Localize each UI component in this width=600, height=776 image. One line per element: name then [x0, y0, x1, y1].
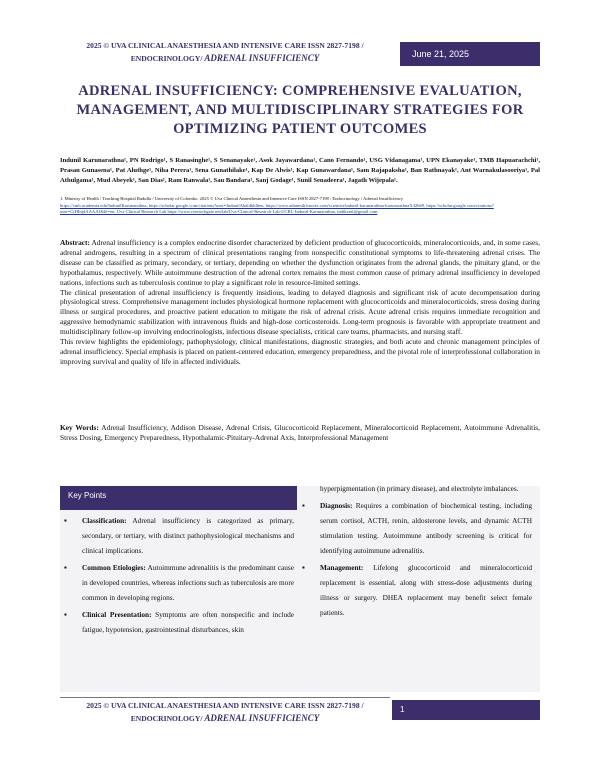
page-number: 1: [392, 700, 540, 720]
abstract-paragraph-1: Abstract: Adrenal insufficiency is a complex endocrine disorder characterized by deficient production of glucocorticoids, mineralocorticoids, and, in some cases, adrenal androgens, resulting in a spectrum of clinical presentations ranging from nonspecific constitutional symptoms to life-threatening adrenal crises. The disease can be classified as primary, secondary, or tertiary, depending on whether the dysfunction originates from the adrenal glands, the pituitary gland, or the hypothalamus, respectively. While autoimmune destruction of the adrenal cortex remains the most common cause of primary adrenal insufficiency in developed nations, infections such as tuberculosis continue to play a significant role in resource-limited settings.: [60, 238, 540, 287]
key-points-heading: Key Points: [60, 486, 297, 510]
affiliation-line: 1. Ministry of Health / Teaching Hospital Badulla / University of Colombo. 2025 © Uva Clinical Anaesthesia and Intensive Care ISSN 2827-7198 / Endocrinology / Adrenal Insufficiency: [60, 196, 404, 201]
publication-date: June 21, 2025: [400, 42, 540, 66]
key-point-item: ▪ Diagnosis: Requires a combination of biochemical testing, including serum cortisol, ACTH, renin, aldosterone levels, and dynamic ACTH stimulation testing. Autoimmune antibody screening is critical for identifying autoimmune adrenalitis.: [310, 498, 532, 558]
key-points-left-column: [72, 513, 294, 639]
article-title: ADRENAL INSUFFICIENCY: COMPREHENSIVE EVALUATION, MANAGEMENT, AND MULTIDISCIPLINARY STRATEGIES FOR OPTIMIZING PATIENT OUTCOMES: [76, 83, 524, 137]
footer-journal-line1: 2025 © UVA CLINICAL ANAESTHESIA AND INTENSIVE CARE ISSN 2827-7198 /: [86, 701, 364, 710]
journal-header: [60, 40, 390, 65]
keywords-label: Key Words:: [60, 423, 99, 432]
author-list: Indunil Karunarathna¹, PN Rodrigo¹, S Ranasinghe¹, S Senanayake¹, Asok Jayawardana¹, Cano Fernando¹, USG Vidanagama¹, UPN Ekanayake¹, TMB Hapuarachchi¹, Prasan Gunasena¹, Pat Aluthge¹, Niha Perera¹, Sena Gunathilake¹, Kap De Alwis¹, Kap Gunawardana¹, Sam Rajapaksha¹, Ban Rathnayak¹, Ant Warnakulasooriya¹, Pal Athulgama¹, Mud Abeyek¹, San Dias¹, Ram Ranwala¹, Sau Bandara¹, Sanj Godage¹, Sunil Senadeera¹, Jagath Wijepala¹.: [60, 157, 540, 184]
journal-line2: [60, 52, 390, 65]
footer-divider: [60, 697, 390, 698]
affiliation: [60, 196, 540, 216]
affiliation-links[interactable]: https://cmb.academia.edu/IndunilKarunarathna, https://scholar.google.com/citations?user=IndunilAkaldkhlhen, https://www.adanesthfcnotes.com/scientist/indunil-karunarathna-karunarathnaX42b69, https://scholar.google.com/citations?user=CtHInjdAAAAJ&hl=en, Uva Clinical Research Lab https://www.researchgate.net/lab/Uva-Clinical-Research-Lab-UCRL-Indunil-Karunarathna, indikarut@gmail.com: [60, 202, 494, 214]
key-point-continuation: hyperpigmentation (in primary disease), and electrolyte imbalances.: [320, 484, 519, 493]
key-point-item: ▪ Classification: Adrenal insufficiency is categorized as primary, secondary, or tertiary, with distinct pathophysiological mechanisms and clinical implications.: [72, 513, 294, 558]
key-points-right-column: [310, 481, 532, 622]
keywords: [60, 423, 540, 443]
abstract-label: Abstract:: [60, 238, 90, 247]
abstract-paragraph-2: The clinical presentation of adrenal insufficiency is frequently insidious, leading to delayed diagnosis and significant risk of acute decompensation during physiological stress. Comprehensive management includes physiological hormone replacement with glucocorticoids and mineralocorticoids, stress dosing during illness or surgical procedures, and proactive patient education to mitigate the risk of adrenal crisis. Acute adrenal crisis requires immediate recognition and aggressive hemodynamic stabilization with intravenous fluids and high-dose corticosteroids. Long-term prognosis is favorable with appropriate treatment and multidisciplinary follow-up involving endocrinologists, infectious disease specialists, critical care teams, pharmacists, and nursing staff.: [60, 287, 540, 337]
key-points-box: [60, 486, 540, 692]
page-footer: [60, 700, 540, 730]
key-point-item: ▪ Management: Lifelong glucocorticoid and mineralocorticoid replacement is essential, along with stress-dose adjustments during illness or surgery. DHEA replacement may benefit select female patients.: [310, 560, 532, 620]
journal-section: ENDOCRINOLOGY/: [130, 54, 203, 63]
footer-journal-line2: ENDOCRINOLOGY/ ADRENAL INSUFFICIENCY: [130, 713, 320, 723]
abstract-paragraph-3: This review highlights the epidemiology, pathophysiology, clinical manifestations, diagnostic strategies, and both acute and chronic management principles of adrenal insufficiency. Special emphasis is placed on patient-centered education, emergency preparedness, and the pivotal role of interprofessional collaboration in improving survival and quality of life in affected individuals.: [60, 337, 540, 366]
abstract: [60, 238, 540, 367]
footer-journal: [60, 700, 390, 725]
journal-line1: 2025 © UVA CLINICAL ANAESTHESIA AND INTENSIVE CARE ISSN 2827-7198 /: [86, 41, 364, 50]
key-point-item: ▪ Clinical Presentation: Symptoms are often nonspecific and include fatigue, hypotension, gastrointestinal disturbances, skin: [72, 607, 294, 637]
key-point-item: ▪ Common Etiologies: Autoimmune adrenalitis is the predominant cause in developed countries, whereas infections such as tuberculosis are more common in developing regions.: [72, 560, 294, 605]
journal-topic: ADRENAL INSUFFICIENCY: [204, 53, 320, 63]
keywords-text: Adrenal Insufficiency, Addison Disease, Adrenal Crisis, Glucocorticoid Replacement, Mineralocorticoid Replacement, Autoimmune Adrenalitis, Stress Dosing, Emergency Preparedness, Hypothalamic-Pituitary-Adrenal Axis, Interprofessional Management: [60, 423, 540, 442]
page-header: [60, 40, 540, 66]
